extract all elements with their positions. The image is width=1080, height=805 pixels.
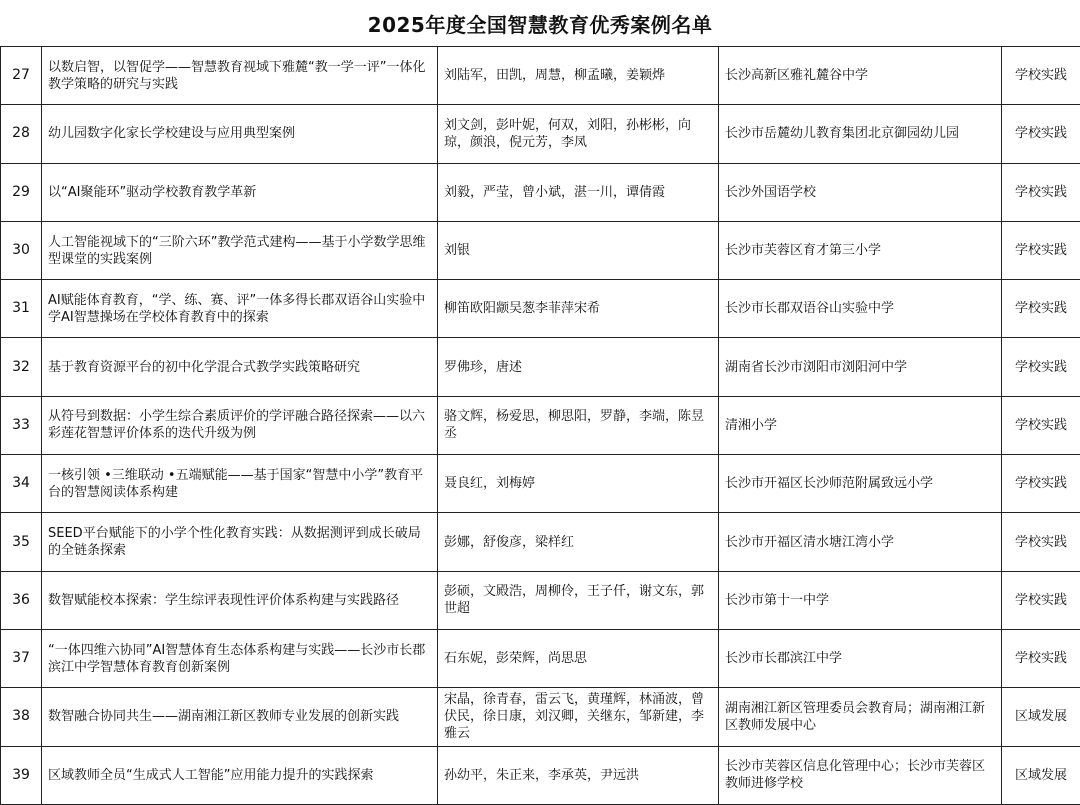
case-unit: 长沙高新区雅礼麓谷中学 (719, 47, 1002, 105)
case-unit: 湖南省长沙市浏阳市浏阳河中学 (719, 338, 1002, 396)
table-row (1, 629, 1080, 687)
case-unit: 长沙市开福区长沙师范附属致远小学 (719, 455, 1002, 513)
case-unit: 长沙市芙蓉区育才第三小学 (719, 221, 1002, 279)
case-number: 30 (1, 221, 42, 279)
case-number: 27 (1, 47, 42, 105)
case-category: 学校实践 (1002, 571, 1080, 629)
case-category: 学校实践 (1002, 163, 1080, 221)
case-number: 32 (1, 338, 42, 396)
case-authors: 柳笛欧阳颛吴葱李菲萍宋希 (438, 280, 719, 338)
case-authors: 刘文剑，彭叶妮，何双，刘阳，孙彬彬，向琼，颜浪，倪元芳，李凤 (438, 105, 719, 163)
case-number: 36 (1, 571, 42, 629)
case-unit: 长沙市芙蓉区信息化管理中心；长沙市芙蓉区教师进修学校 (719, 746, 1002, 804)
case-category: 区域发展 (1002, 746, 1080, 804)
case-title: 数智赋能校本探索：学生综评表现性评价体系构建与实践路径 (42, 571, 438, 629)
case-number: 31 (1, 280, 42, 338)
table-row (1, 396, 1080, 454)
case-unit: 长沙市第十一中学 (719, 571, 1002, 629)
case-number: 33 (1, 396, 42, 454)
case-authors: 彭娜，舒俊彦，梁样红 (438, 513, 719, 571)
case-unit: 长沙市岳麓幼儿教育集团北京御园幼儿园 (719, 105, 1002, 163)
case-title: 幼儿园数字化家长学校建设与应用典型案例 (42, 105, 438, 163)
case-authors: 罗佛珍，唐述 (438, 338, 719, 396)
table-row (1, 513, 1080, 571)
case-title: AI赋能体育教育，“学、练、赛、评”一体多得长郡双语谷山实验中学AI智慧操场在学校体育教育中的探索 (42, 280, 438, 338)
case-title: 人工智能视域下的“三阶六环”教学范式建构——基于小学数学思维型课堂的实践案例 (42, 221, 438, 279)
case-title: 以“AI聚能环”驱动学校教育教学革新 (42, 163, 438, 221)
case-number: 29 (1, 163, 42, 221)
case-authors: 刘毅，严莹，曾小斌，湛一川，谭倩霞 (438, 163, 719, 221)
case-unit: 湖南湘江新区管理委员会教育局；湖南湘江新区教师发展中心 (719, 688, 1002, 746)
table-row (1, 163, 1080, 221)
case-title: SEED平台赋能下的小学个性化教育实践：从数据测评到成长破局的全链条探索 (42, 513, 438, 571)
case-title: 区域教师全员“生成式人工智能”应用能力提升的实践探索 (42, 746, 438, 804)
case-title: 一核引领 •三维联动 •五端赋能——基于国家“智慧中小学”教育平台的智慧阅读体系构建 (42, 455, 438, 513)
case-number: 38 (1, 688, 42, 746)
case-category: 学校实践 (1002, 629, 1080, 687)
case-number: 39 (1, 746, 42, 804)
case-number: 37 (1, 629, 42, 687)
table-row (1, 338, 1080, 396)
case-title: “一体四维六协同”AI智慧体育生态体系构建与实践——长沙市长郡滨江中学智慧体育教育创新案例 (42, 629, 438, 687)
table-row (1, 571, 1080, 629)
case-title: 以数启智，以智促学——智慧教育视域下雅麓“教一学一评”一体化教学策略的研究与实践 (42, 47, 438, 105)
case-authors: 聂良红，刘梅婷 (438, 455, 719, 513)
case-authors: 刘银 (438, 221, 719, 279)
case-unit: 长沙市开福区清水塘江湾小学 (719, 513, 1002, 571)
case-authors: 刘陆军，田凯，周慧，柳孟曦，姜颖烨 (438, 47, 719, 105)
case-number: 34 (1, 455, 42, 513)
table-row (1, 455, 1080, 513)
table-row (1, 688, 1080, 746)
table-row (1, 280, 1080, 338)
case-number: 28 (1, 105, 42, 163)
case-category: 学校实践 (1002, 396, 1080, 454)
table-row (1, 105, 1080, 163)
case-category: 学校实践 (1002, 47, 1080, 105)
case-category: 学校实践 (1002, 105, 1080, 163)
case-authors: 石东妮，彭荣辉，尚思思 (438, 629, 719, 687)
case-category: 学校实践 (1002, 513, 1080, 571)
case-number: 35 (1, 513, 42, 571)
case-unit: 清湘小学 (719, 396, 1002, 454)
table-row (1, 746, 1080, 804)
case-list-table (0, 46, 1080, 805)
case-unit: 长沙市长郡双语谷山实验中学 (719, 280, 1002, 338)
case-authors: 孙幼平，朱正来，李承英，尹远洪 (438, 746, 719, 804)
case-unit: 长沙外国语学校 (719, 163, 1002, 221)
case-title: 基于教育资源平台的初中化学混合式教学实践策略研究 (42, 338, 438, 396)
case-authors: 彭硕，文殿浩，周柳伶，王子仟，谢文东，郭世超 (438, 571, 719, 629)
case-category: 学校实践 (1002, 280, 1080, 338)
case-category: 学校实践 (1002, 455, 1080, 513)
case-authors: 骆文辉，杨爱思，柳思阳，罗静，李端，陈昱丞 (438, 396, 719, 454)
case-title: 从符号到数据：小学生综合素质评价的学评融合路径探索——以六彩莲花智慧评价体系的迭代升级为例 (42, 396, 438, 454)
case-category: 区域发展 (1002, 688, 1080, 746)
case-category: 学校实践 (1002, 221, 1080, 279)
page-title: 2025年度全国智慧教育优秀案例名单 (0, 0, 1080, 46)
case-category: 学校实践 (1002, 338, 1080, 396)
case-unit: 长沙市长郡滨江中学 (719, 629, 1002, 687)
table-row (1, 221, 1080, 279)
case-title: 数智融合协同共生——湖南湘江新区教师专业发展的创新实践 (42, 688, 438, 746)
case-authors: 宋晶，徐青春，雷云飞，黄瑾辉，林涌波，曾伏民，徐日康，刘汉卿，关继东，邹新建，李雅云 (438, 688, 719, 746)
table-row (1, 47, 1080, 105)
